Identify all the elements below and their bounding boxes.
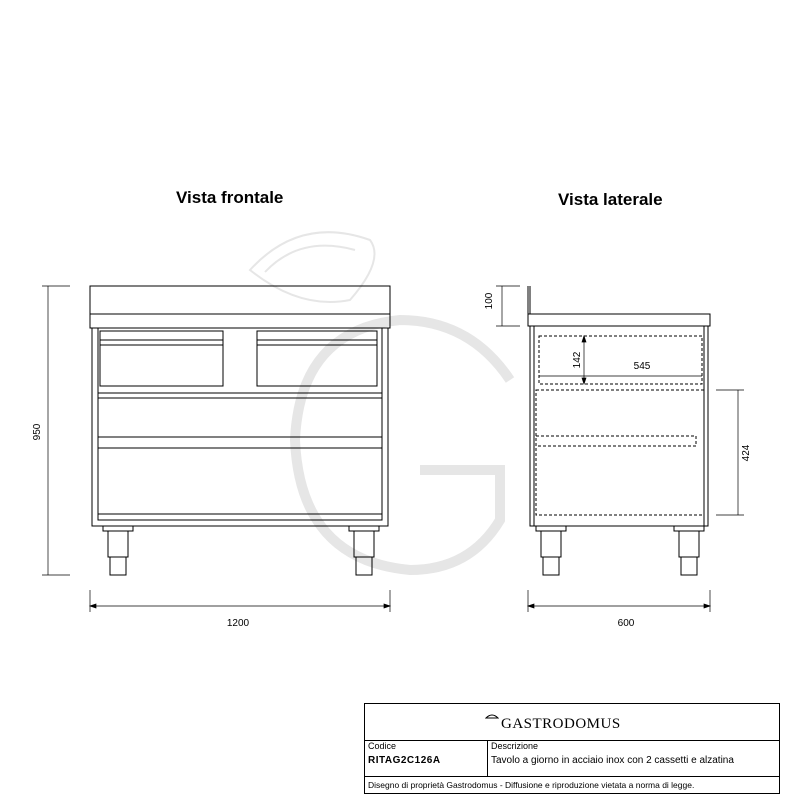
dim-shelf-height: 424 — [741, 444, 752, 462]
side-view-title: Vista laterale — [558, 190, 663, 209]
dim-height-total: 950 — [32, 423, 43, 441]
side-drawer — [539, 336, 702, 384]
copyright-notice: Disegno di proprietà Gastrodomus - Diffusione e riproduzione vietata a norma di legge. — [368, 780, 695, 790]
front-worktop — [90, 314, 390, 328]
description-value: Tavolo a giorno in acciaio inox con 2 cassetti e alzatina — [491, 755, 734, 766]
brand-name: GASTRODOMUS — [501, 716, 621, 732]
side-upstand — [528, 286, 530, 314]
brand-logo-icon — [485, 712, 499, 726]
side-foot-right — [674, 526, 704, 531]
title-block-info — [365, 740, 779, 777]
dim-width-front: 1200 — [226, 618, 250, 629]
front-view-title: Vista frontale — [176, 188, 284, 207]
dim-depth-side: 600 — [617, 618, 635, 629]
side-worktop — [528, 314, 710, 326]
side-foot-left — [536, 526, 566, 531]
watermark-logo — [250, 232, 510, 570]
side-view — [528, 286, 710, 575]
front-foot-left — [103, 526, 133, 531]
dim-drawer-height: 142 — [572, 351, 583, 369]
front-body — [92, 328, 388, 526]
front-foot-right — [349, 526, 379, 531]
dim-drawer-depth: 545 — [633, 361, 651, 372]
title-block-logo — [365, 704, 779, 741]
side-dimensions — [496, 286, 744, 612]
side-shelf-space — [536, 390, 704, 515]
description-label: Descrizione — [491, 741, 539, 751]
front-dimensions — [42, 286, 390, 612]
title-block — [364, 703, 780, 794]
code-cell — [365, 740, 488, 776]
code-value: RITAG2C126A — [368, 755, 441, 766]
dim-upstand: 100 — [484, 292, 495, 310]
front-drawer-left — [100, 331, 223, 386]
side-body — [530, 326, 708, 526]
code-label: Codice — [368, 741, 397, 751]
front-view — [90, 286, 390, 575]
description-cell — [488, 740, 779, 776]
